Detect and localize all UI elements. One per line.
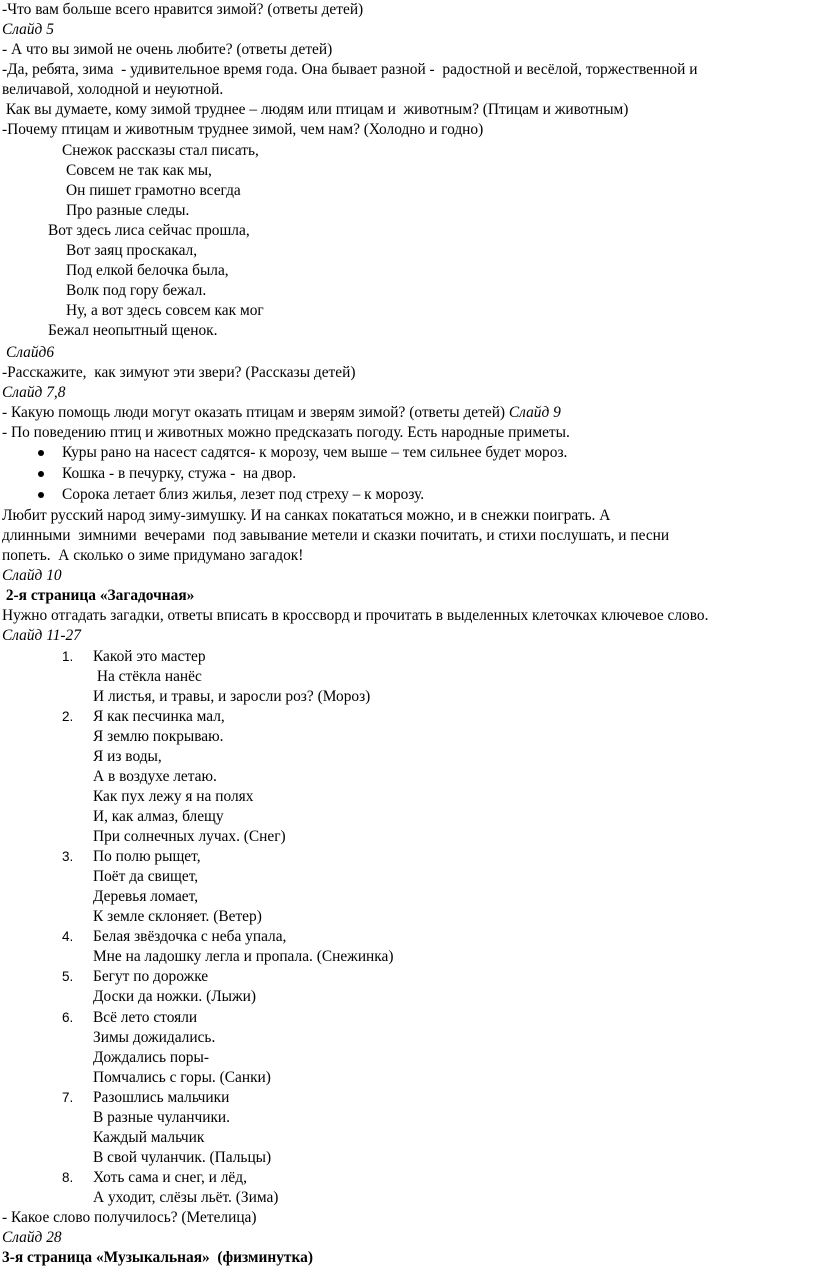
riddle-number: 3. <box>62 849 74 864</box>
riddle-line: Я как песчинка мал, <box>93 708 225 725</box>
riddle-line: Мне на ладошку легла и пропала. (Снежинка) <box>93 948 394 965</box>
poem-line: Совсем не так как мы, <box>66 162 212 179</box>
riddle-line: Деревья ломает, <box>93 888 199 905</box>
paragraph-line: длинными зимними вечерами под завывание метели и сказки почитать, и стихи послушать, и песни <box>2 527 670 544</box>
slide-label: Слайд6 <box>6 344 55 361</box>
riddle-number: 4. <box>62 929 74 944</box>
list-item: Кошка - в печурку, стужа - на двор. <box>62 465 297 482</box>
question-result-word: - Какое слово получилось? (Метелица) <box>2 1209 257 1226</box>
riddle-line: А уходит, слёзы льёт. (Зима) <box>93 1189 279 1206</box>
riddle-line: Хоть сама и снег, и лёд, <box>93 1169 247 1186</box>
poem-line: Ну, а вот здесь совсем как мог <box>66 302 264 319</box>
question-help-animals <box>2 403 561 423</box>
riddle-line: Разошлись мальчики <box>93 1089 230 1106</box>
bullet-icon <box>38 492 44 498</box>
list-item: Куры рано на насест садятся- к морозу, чем выше – тем сильнее будет мороз. <box>62 444 568 461</box>
riddle-line: В свой чуланчик. (Пальцы) <box>93 1149 272 1166</box>
riddle-line: И, как алмаз, блещу <box>93 808 224 825</box>
riddle-number: 1. <box>62 649 74 664</box>
bullet-icon <box>38 471 44 477</box>
riddle-line: На стёкла нанёс <box>93 668 202 685</box>
riddle-line: При солнечных лучах. (Снег) <box>93 828 286 845</box>
poem-line: Снежок рассказы стал писать, <box>62 142 259 159</box>
riddle-line: К земле склоняет. (Ветер) <box>93 908 262 925</box>
riddle-line: Поёт да свищет, <box>93 868 199 885</box>
riddle-line: И листья, и травы, и заросли роз? (Мороз) <box>93 688 371 705</box>
riddle-line: Всё лето стояли <box>93 1009 198 1026</box>
paragraph-line: попеть. А сколько о зиме придумано загадок! <box>2 547 304 564</box>
poem-line: Волк под гору бежал. <box>66 282 207 299</box>
poem-line: Вот здесь лиса сейчас прошла, <box>48 222 250 239</box>
riddle-line: Помчались с горы. (Санки) <box>93 1069 271 1086</box>
slide-label: Слайд 5 <box>2 21 54 38</box>
riddle-number: 7. <box>62 1090 74 1105</box>
slide-label: Слайд 7,8 <box>2 384 66 401</box>
slide-label: Слайд 28 <box>2 1229 62 1246</box>
riddle-line: Я землю покрываю. <box>93 728 224 745</box>
paragraph-line: -Да, ребята, зима - удивительное время года. Она бывает разной - радостной и весёлой, торжественной и <box>2 61 698 78</box>
riddle-line: Какой это мастер <box>93 648 206 665</box>
riddle-line: Бегут по дорожке <box>93 968 209 985</box>
question-why-harder: -Почему птицам и животным труднее зимой, чем нам? (Холодно и годно) <box>2 121 484 138</box>
paragraph-line: Нужно отгадать загадки, ответы вписать в кроссворд и прочитать в выделенных клеточках ключевое слово. <box>2 607 709 624</box>
section-heading: 2-я страница «Загадочная» <box>2 587 195 604</box>
paragraph-line: величавой, холодной и неуютной. <box>2 81 224 98</box>
question-favorite-winter: -Что вам больше всего нравится зимой? (ответы детей) <box>2 1 364 18</box>
poem-line: Под елкой белочка была, <box>66 262 229 279</box>
slide-label: Слайд 9 <box>508 404 561 421</box>
paragraph-line: - По поведению птиц и животных можно предсказать погоду. Есть народные приметы. <box>2 424 570 441</box>
riddle-line: Каждый мальчик <box>93 1129 205 1146</box>
slide-label: Слайд 11-27 <box>2 627 81 644</box>
section-heading: 3-я страница «Музыкальная» (физминутка) <box>2 1249 313 1266</box>
question-dislike-winter: - А что вы зимой не очень любите? (ответы детей) <box>2 41 333 58</box>
riddle-line: А в воздухе летаю. <box>93 768 217 785</box>
slide-label: Слайд 10 <box>2 567 62 584</box>
poem-line: Вот заяц проскакал, <box>66 242 198 259</box>
riddle-line: Доски да ножки. (Лыжи) <box>93 988 256 1005</box>
poem-line: Он пишет грамотно всегда <box>66 182 241 199</box>
poem-line: Про разные следы. <box>66 202 190 219</box>
riddle-number: 2. <box>62 709 74 724</box>
riddle-line: Белая звёздочка с неба упала, <box>93 928 287 945</box>
riddle-line: Зимы дожидались. <box>93 1029 216 1046</box>
riddle-line: По полю рыщет, <box>93 848 201 865</box>
list-item: Сорока летает близ жилья, лезет под стреху – к морозу. <box>62 486 425 503</box>
bullet-icon <box>38 450 44 456</box>
riddle-number: 5. <box>62 969 74 984</box>
riddle-number: 6. <box>62 1010 74 1025</box>
riddle-line: Как пух лежу я на полях <box>93 788 254 805</box>
riddle-line: Я из воды, <box>93 748 162 765</box>
riddle-number: 8. <box>62 1170 74 1185</box>
question-animals-winter: -Расскажите, как зимуют эти звери? (Рассказы детей) <box>2 364 356 381</box>
riddle-line: В разные чуланчики. <box>93 1109 231 1126</box>
question-who-harder: Как вы думаете, кому зимой труднее – людям или птицам и животным? (Птицам и животным) <box>2 101 629 118</box>
poem-line: Бежал неопытный щенок. <box>48 322 218 339</box>
riddle-line: Дождались поры- <box>93 1049 209 1066</box>
paragraph-line: Любит русский народ зиму-зимушку. И на санках покататься можно, и в снежки поиграть. А <box>2 507 611 524</box>
question-text: - Какую помощь люди могут оказать птицам и зверям зимой? (ответы детей) <box>2 404 509 421</box>
